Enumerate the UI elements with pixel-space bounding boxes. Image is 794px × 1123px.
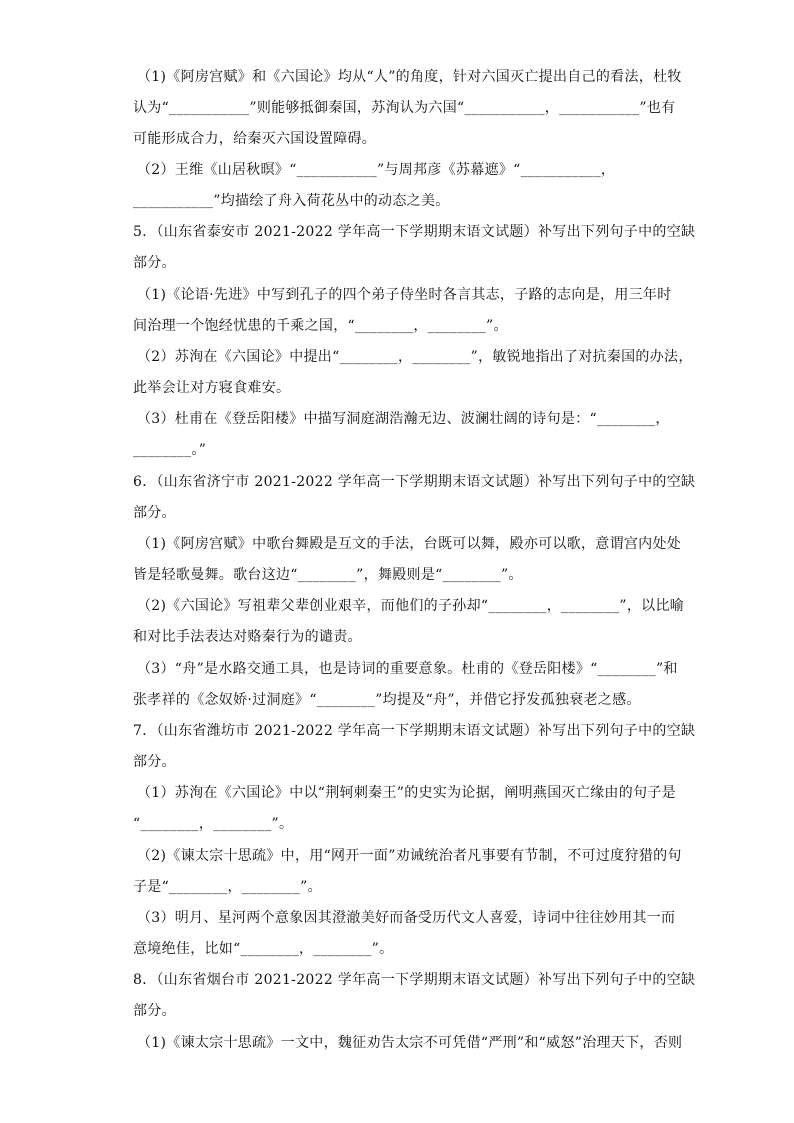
text-line: （1）苏洵在《六国论》中以“荆轲刺秦王”的史实为论据，阐明燕国灭亡缘由的句子是 — [137, 785, 676, 801]
text-line: （3）明月、星河两个意象因其澄澈美好而备受历代文人喜爱，诗词中往往妙用其一而 — [137, 910, 676, 926]
text-line: 子是“________，________”。 — [133, 879, 322, 895]
text-line: 间治理一个饱经忧患的千乘之国，“________，________”。 — [133, 318, 508, 334]
text-line: 和对比手法表达对赂秦行为的谴责。 — [133, 629, 362, 645]
text-line: 部分。 — [133, 255, 176, 271]
question-heading: 7．（山东省潍坊市 2021-2022 学年高一下学期期末语文试题）补写出下列句子中的空缺 — [133, 723, 696, 739]
text-line: （1)《阿房宫赋》中歌台舞殿是互文的手法，台既可以舞，殿亦可以歌，意谓宫内处处 — [137, 536, 682, 552]
text-line: ___________”均描绘了舟入荷花丛中的动态之美。 — [133, 193, 450, 209]
text-line: 认为“___________”则能够抵御秦国，苏洵认为六国“___________，___________”也有 — [133, 100, 676, 116]
text-line: 皆是轻歌曼舞。歌台这边“________”，舞殿则是“________”。 — [133, 567, 523, 583]
text-line: 意境绝佳，比如“________，________”。 — [133, 941, 394, 957]
text-line: （1)《谏太宗十思疏》一文中，魏征劝告太宗不可凭借“严刑”和“威怒”治理天下，否则 — [137, 1035, 683, 1051]
text-line: 张孝祥的《念奴娇·过洞庭》“________”均提及“舟”，并借它抒发孤独衰老之感。 — [133, 692, 641, 708]
text-line: （2)《六国论》写祖辈父辈创业艰辛，而他们的子孙却“________，________”，以比喻 — [137, 598, 685, 614]
text-line: 部分。 — [133, 754, 176, 770]
text-line: 可能形成合力，给秦灭六国设置障碍。 — [133, 131, 377, 147]
text-line: 部分。 — [133, 1003, 176, 1019]
text-line: 此举会让对方寝食难安。 — [133, 380, 291, 396]
question-heading: 5．（山东省泰安市 2021-2022 学年高一下学期期末语文试题）补写出下列句子中的空缺 — [133, 224, 696, 240]
text-line: “________，________”。 — [133, 816, 294, 832]
text-line: （1)《阿房宫赋》和《六国论》均从“人”的角度，针对六国灭亡提出自己的看法，杜牧 — [137, 69, 682, 85]
text-line: （1)《论语·先进》中写到孔子的四个弟子侍坐时各言其志，子路的志向是，用三年时 — [137, 287, 672, 303]
question-heading: 6．（山东省济宁市 2021-2022 学年高一下学期期末语文试题）补写出下列句子中的空缺 — [133, 474, 696, 490]
text-line: （2）苏洵在《六国论》中提出“________，________”，敏锐地指出了对抗秦国的办法， — [137, 349, 693, 365]
text-line: （2)《谏太宗十思疏》中，用“网开一面”劝诫统治者凡事要有节制，不可过度狩猎的句 — [137, 848, 682, 864]
text-line: （2）王维《山居秋暝》“___________”与周邦彦《苏幕遮》“___________， — [137, 162, 616, 178]
text-line: ________。” — [133, 442, 207, 458]
text-line: （3）杜甫在《登岳阳楼》中描写洞庭湖浩瀚无边、波澜壮阔的诗句是：“________， — [137, 411, 670, 427]
text-line: 部分。 — [133, 505, 176, 521]
text-line: （3）“舟”是水路交通工具，也是诗词的重要意象。杜甫的《登岳阳楼》“________”和 — [137, 661, 678, 677]
question-heading: 8．（山东省烟台市 2021-2022 学年高一下学期期末语文试题）补写出下列句子中的空缺 — [133, 972, 696, 988]
